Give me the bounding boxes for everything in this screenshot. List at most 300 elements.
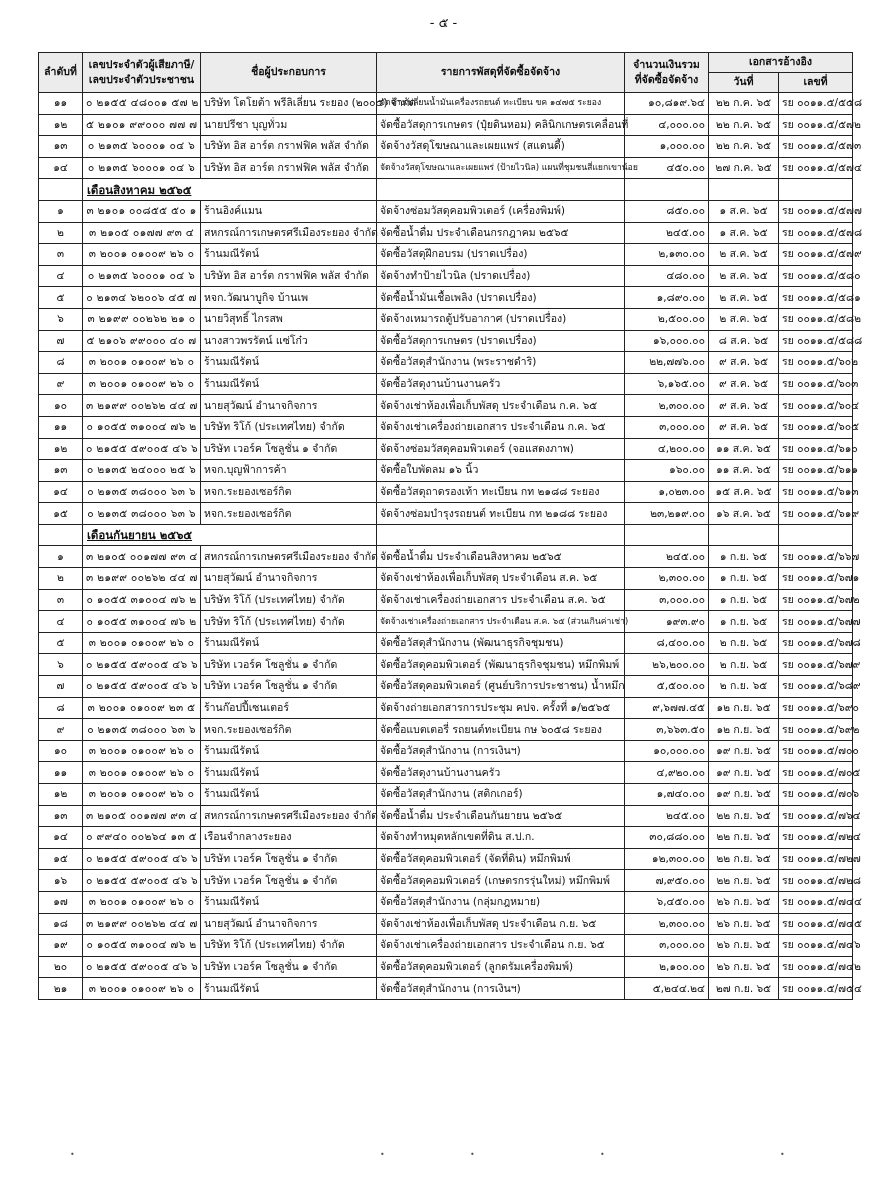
row-ref-number: รย ๐๐๑๑.๕/๖๐๕	[779, 416, 853, 438]
row-number: ๑๐	[39, 740, 83, 762]
row-amount: ๘๕๐.๐๐	[625, 200, 709, 222]
row-date: ๒ ส.ค. ๖๕	[709, 244, 779, 266]
row-number: ๖	[39, 654, 83, 676]
row-item: จัดจ้างเช่าเครื่องถ่ายเอกสาร ประจำเดือน ก.ย. ๖๕	[377, 935, 625, 957]
month-row	[39, 524, 853, 546]
row-ref-number: รย ๐๐๑๑.๕/๖๑๙	[779, 503, 853, 525]
row-vendor: บริษัท ริโก้ (ประเทศไทย) จำกัด	[201, 416, 377, 438]
row-taxid: ๓ ๒๑๐๕ ๐๑๗๗ ๙๓ ๔	[83, 222, 201, 244]
row-ref-number: รย ๐๐๑๑.๕/๖๙๒	[779, 719, 853, 741]
row-taxid: ๐ ๒๑๕๕ ๕๙๐๐๕ ๔๖ ๖	[83, 956, 201, 978]
row-item: จัดซื้อน้ำดื่ม ประจำเดือนสิงหาคม ๒๕๖๕	[377, 546, 625, 568]
table-row	[39, 676, 853, 698]
row-taxid: ๓ ๒๑๐๑ ๐๐๘๕๕ ๕๐ ๑	[83, 200, 201, 222]
row-taxid: ๓ ๒๐๐๑ ๐๑๐๐๙ ๒๖ ๐	[83, 740, 201, 762]
row-taxid: ๓ ๒๐๐๑ ๐๑๐๐๙ ๒๖ ๐	[83, 978, 201, 1000]
row-number: ๑๑	[39, 93, 83, 115]
header-date: วันที่	[709, 73, 779, 93]
row-vendor: บริษัท อิส อาร์ต กราฟฟิค พลัส จำกัด	[201, 136, 377, 158]
row-taxid: ๐ ๑๐๕๕ ๓๑๐๐๔ ๗๖ ๒	[83, 416, 201, 438]
row-date: ๒๖ ก.ย. ๖๕	[709, 913, 779, 935]
row-item: จัดจ้างเช่าเครื่องถ่ายเอกสาร ประจำเดือน ส.ค. ๖๕ (ส่วนเกินค่าเช่า)	[377, 611, 625, 633]
row-amount: ๒,๓๐๐.๐๐	[625, 913, 709, 935]
month-row-blank	[709, 179, 779, 201]
table-row	[39, 956, 853, 978]
row-item: จัดจ้างเปลี่ยนน้ำมันเครื่องรถยนต์ ทะเบียน ขค ๑๔๗๕ ระยอง	[377, 93, 625, 115]
row-number: ๑๒	[39, 114, 83, 136]
row-vendor: นายสุวัฒน์ อำนาจกิจการ	[201, 395, 377, 417]
row-item: จัดซื้อวัสดุงานบ้านงานครัว	[377, 373, 625, 395]
row-number: ๑๑	[39, 416, 83, 438]
row-date: ๑๖ ส.ค. ๖๕	[709, 503, 779, 525]
row-amount: ๓,๐๐๐.๐๐	[625, 935, 709, 957]
row-number: ๑	[39, 546, 83, 568]
row-number: ๑๔	[39, 481, 83, 503]
row-amount: ๑๖,๐๐๐.๐๐	[625, 330, 709, 352]
row-item: จัดจ้างซ่อมวัสดุคอมพิวเตอร์ (จอแสดงภาพ)	[377, 438, 625, 460]
row-amount: ๔๘๐.๐๐	[625, 265, 709, 287]
row-date: ๑๙ ก.ย. ๖๕	[709, 784, 779, 806]
row-item: จัดซื้อวัสดุงานบ้านงานครัว	[377, 762, 625, 784]
row-vendor: ร้านมณีรัตน์	[201, 352, 377, 374]
table-row	[39, 200, 853, 222]
month-label: เดือนกันยายน ๒๕๖๕	[83, 524, 377, 546]
row-number: ๘	[39, 352, 83, 374]
table-row	[39, 978, 853, 1000]
row-item: จัดซื้อแบตเตอรี่ รถยนต์ทะเบียน กษ ๖๐๕๘ ระยอง	[377, 719, 625, 741]
row-number: ๑๒	[39, 784, 83, 806]
row-ref-number: รย ๐๐๑๑.๕/๖๐๓	[779, 373, 853, 395]
header-amount-line2: ที่จัดซื้อจัดจ้าง	[634, 73, 699, 86]
table-row	[39, 935, 853, 957]
table-row	[39, 546, 853, 568]
row-item: จัดซื้อวัสดุสำนักงาน (พระราชดำริ)	[377, 352, 625, 374]
row-amount: ๔,๒๐๐.๐๐	[625, 438, 709, 460]
table-row	[39, 438, 853, 460]
row-date: ๒๖ ก.ย. ๖๕	[709, 891, 779, 913]
row-amount: ๒๒,๗๗๖.๐๐	[625, 352, 709, 374]
row-vendor: สหกรณ์การเกษตรศรีเมืองระยอง จำกัด	[201, 546, 377, 568]
row-taxid: ๐ ๒๑๓๕ ๒๔๐๐๐ ๒๕ ๖	[83, 460, 201, 482]
table-row	[39, 373, 853, 395]
row-date: ๒ ก.ย. ๖๕	[709, 632, 779, 654]
row-number: ๙	[39, 719, 83, 741]
row-vendor: ร้านอิงค์แมน	[201, 200, 377, 222]
row-taxid: ๓ ๒๐๐๑ ๐๑๐๐๙ ๒๖ ๐	[83, 632, 201, 654]
row-number: ๑๖	[39, 870, 83, 892]
row-vendor: นางสาวพรรัตน์ แซ่โก๋ว	[201, 330, 377, 352]
row-vendor: บริษัท เวอร์ค โซลูชั่น ๑ จำกัด	[201, 676, 377, 698]
table-row	[39, 632, 853, 654]
month-row-blank	[39, 179, 83, 201]
row-ref-number: รย ๐๐๑๑.๕/๖๗๒	[779, 589, 853, 611]
table-row	[39, 222, 853, 244]
row-amount: ๗,๙๕๐.๐๐	[625, 870, 709, 892]
row-item: จัดซื้อวัสดุสำนักงาน (การเงินฯ)	[377, 740, 625, 762]
header-ref-group: เอกสารอ้างอิง	[709, 53, 853, 73]
row-date: ๒๒ ก.ย. ๖๕	[709, 848, 779, 870]
row-taxid: ๕ ๒๑๐๖ ๙๙๐๐๐ ๔๐ ๗	[83, 330, 201, 352]
row-ref-number: รย ๐๐๑๑.๕/๗๒๗	[779, 848, 853, 870]
row-date: ๒๗ ก.ย. ๖๕	[709, 978, 779, 1000]
row-taxid: ๓ ๒๑๐๕ ๐๐๑๗๗ ๙๓ ๔	[83, 805, 201, 827]
table-body	[39, 93, 863, 1000]
row-vendor: บริษัท โตโยต้า พรีลิเลี่ยน ระยอง (๒๐๐๕) จำกัด	[201, 93, 377, 115]
row-item: จัดซื้อวัสดุสำนักงาน (การเงินฯ)	[377, 978, 625, 1000]
row-date: ๒ ส.ค. ๖๕	[709, 308, 779, 330]
row-item: จัดจ้างวัสดุโฆษณาและเผยแพร่ (สแตนดี้)	[377, 136, 625, 158]
row-number: ๑๔	[39, 157, 83, 179]
row-ref-number: รย ๐๐๑๑.๕/๕๗๓	[779, 136, 853, 158]
row-ref-number: รย ๐๐๑๑.๕/๕๗๙	[779, 244, 853, 266]
row-number: ๒๐	[39, 956, 83, 978]
row-vendor: นายสุวัฒน์ อำนาจกิจการ	[201, 568, 377, 590]
row-vendor: บริษัท เวอร์ค โซลูชั่น ๑ จำกัด	[201, 956, 377, 978]
row-date: ๒๒ ก.ย. ๖๕	[709, 870, 779, 892]
row-ref-number: รย ๐๐๑๑.๕/๕๘๑	[779, 287, 853, 309]
row-item: จัดซื้อวัสดุคอมพิวเตอร์ (ลูกดรัมเครื่องพิมพ์)	[377, 956, 625, 978]
header-amount	[625, 53, 709, 93]
header-taxid	[83, 53, 201, 93]
row-taxid: ๕ ๒๑๐๑ ๙๙๐๐๐ ๗๗ ๗	[83, 114, 201, 136]
row-amount: ๒๔๕.๐๐	[625, 805, 709, 827]
row-date: ๒๒ ก.ค. ๖๕	[709, 93, 779, 115]
row-number: ๑๐	[39, 395, 83, 417]
row-ref-number: รย ๐๐๑๑.๕/๖๗๗	[779, 611, 853, 633]
row-vendor: ร้านมณีรัตน์	[201, 891, 377, 913]
row-taxid: ๓ ๒๐๐๑ ๐๑๐๐๙ ๒๓ ๕	[83, 697, 201, 719]
row-item: จัดซื้อวัสดุสำนักงาน (กลุ่มกฎหมาย)	[377, 891, 625, 913]
footer-dot: •	[780, 1150, 785, 1159]
row-ref-number: รย ๐๐๑๑.๕/๗๕๔	[779, 978, 853, 1000]
row-date: ๒ ส.ค. ๖๕	[709, 287, 779, 309]
row-ref-number: รย ๐๐๑๑.๕/๖๗๘	[779, 632, 853, 654]
row-item: จัดจ้างซ่อมบำรุงรถยนต์ ทะเบียน กท ๒๑๘๘ ระยอง	[377, 503, 625, 525]
row-taxid: ๐ ๒๑๓๕ ๓๘๐๐๐ ๖๓ ๖	[83, 503, 201, 525]
row-ref-number: รย ๐๐๑๑.๕/๖๑๐	[779, 438, 853, 460]
row-number: ๖	[39, 308, 83, 330]
row-item: จัดจ้างเช่าห้องเพื่อเก็บพัสดุ ประจำเดือน ก.ย. ๖๕	[377, 913, 625, 935]
row-taxid: ๐ ๒๑๕๕ ๕๙๐๐๕ ๔๖ ๖	[83, 848, 201, 870]
table-row	[39, 568, 853, 590]
row-date: ๒๒ ก.ค. ๖๕	[709, 114, 779, 136]
row-date: ๙ ส.ค. ๖๕	[709, 416, 779, 438]
row-date: ๒๗ ก.ค. ๖๕	[709, 157, 779, 179]
row-taxid: ๐ ๒๑๕๕ ๔๘๐๐๑ ๕๗ ๒	[83, 93, 201, 115]
row-taxid: ๐ ๒๑๓๕ ๖๐๐๐๑ ๐๔ ๖	[83, 136, 201, 158]
row-amount: ๔,๐๐๐.๐๐	[625, 114, 709, 136]
row-ref-number: รย ๐๐๑๑.๕/๗๔๔	[779, 891, 853, 913]
row-item: จัดจ้างเหมารถตู้ปรับอากาศ (ปราดเปรื่อง)	[377, 308, 625, 330]
row-date: ๘ ส.ค. ๖๕	[709, 330, 779, 352]
table-row	[39, 352, 853, 374]
row-ref-number: รย ๐๐๑๑.๕/๗๒๘	[779, 870, 853, 892]
row-number: ๑๒	[39, 438, 83, 460]
row-taxid: ๐ ๒๑๓๔ ๖๒๐๐๖ ๔๕ ๗	[83, 287, 201, 309]
row-taxid: ๓ ๒๐๐๑ ๐๑๐๐๙ ๒๖ ๐	[83, 244, 201, 266]
table-row	[39, 503, 853, 525]
row-date: ๒๒ ก.ย. ๖๕	[709, 827, 779, 849]
row-vendor: บริษัท ริโก้ (ประเทศไทย) จำกัด	[201, 611, 377, 633]
row-item: จัดซื้อวัสดุสำนักงาน (สติกเกอร์)	[377, 784, 625, 806]
row-number: ๔	[39, 265, 83, 287]
row-ref-number: รย ๐๐๑๑.๕/๕๕๘	[779, 93, 853, 115]
row-amount: ๕,๕๐๐.๐๐	[625, 676, 709, 698]
row-taxid: ๓ ๒๐๐๑ ๐๑๐๐๙ ๒๖ ๐	[83, 784, 201, 806]
row-ref-number: รย ๐๐๑๑.๕/๗๔๒	[779, 956, 853, 978]
table-row	[39, 308, 853, 330]
row-ref-number: รย ๐๐๑๑.๕/๕๗๘	[779, 222, 853, 244]
row-number: ๑๓	[39, 460, 83, 482]
row-amount: ๑,๗๔๐.๐๐	[625, 784, 709, 806]
row-taxid: ๐ ๒๑๕๕ ๕๙๐๐๕ ๔๖ ๖	[83, 438, 201, 460]
row-item: จัดซื้อน้ำดื่ม ประจำเดือนกันยายน ๒๕๖๕	[377, 805, 625, 827]
row-amount: ๒๔๕.๐๐	[625, 546, 709, 568]
row-vendor: ร้านมณีรัตน์	[201, 740, 377, 762]
row-amount: ๓,๐๐๐.๐๐	[625, 589, 709, 611]
row-amount: ๘,๔๐๐.๐๐	[625, 632, 709, 654]
procurement-table	[38, 52, 863, 1000]
row-taxid: ๐ ๒๑๓๕ ๖๐๐๐๑ ๐๔ ๖	[83, 265, 201, 287]
row-ref-number: รย ๐๐๑๑.๕/๖๗๙	[779, 654, 853, 676]
row-amount: ๑๒,๓๐๐.๐๐	[625, 848, 709, 870]
row-vendor: บริษัท เวอร์ค โซลูชั่น ๑ จำกัด	[201, 654, 377, 676]
row-number: ๑๓	[39, 805, 83, 827]
row-amount: ๓,๐๐๐.๐๐	[625, 416, 709, 438]
row-item: จัดจ้างเช่าห้องเพื่อเก็บพัสดุ ประจำเดือน ก.ค. ๖๕	[377, 395, 625, 417]
row-amount: ๕,๒๔๔.๒๔	[625, 978, 709, 1000]
row-ref-number: รย ๐๐๑๑.๕/๖๘๙	[779, 676, 853, 698]
row-ref-number: รย ๐๐๑๑.๕/๕๘๒	[779, 308, 853, 330]
table-row	[39, 330, 853, 352]
footer-dot: •	[380, 1150, 385, 1159]
row-item: จัดซื้อวัสดุคอมพิวเตอร์ (จัดที่ดิน) หมึกพิมพ์	[377, 848, 625, 870]
table-row	[39, 848, 853, 870]
table-row	[39, 719, 853, 741]
table-row	[39, 93, 853, 115]
table-row	[39, 805, 853, 827]
row-amount: ๑,๘๙๐.๐๐	[625, 287, 709, 309]
row-amount: ๑,๐๒๓.๐๐	[625, 481, 709, 503]
row-number: ๑๘	[39, 913, 83, 935]
row-number: ๑๙	[39, 935, 83, 957]
month-row	[39, 179, 853, 201]
row-vendor: สหกรณ์การเกษตรศรีเมืองระยอง จำกัด	[201, 222, 377, 244]
row-taxid: ๐ ๑๐๕๕ ๓๑๐๐๔ ๗๖ ๒	[83, 589, 201, 611]
row-ref-number: รย ๐๐๑๑.๕/๗๔๕	[779, 913, 853, 935]
row-ref-number: รย ๐๐๑๑.๕/๗๒๔	[779, 827, 853, 849]
row-taxid: ๓ ๒๑๙๙ ๐๐๒๖๒ ๒๑ ๐	[83, 308, 201, 330]
row-amount: ๒,๑๐๐.๐๐	[625, 956, 709, 978]
row-amount: ๙,๖๗๗.๔๕	[625, 697, 709, 719]
header-taxid-line1: เลขประจำตัวผู้เสียภาษี/	[88, 58, 195, 71]
row-number: ๔	[39, 611, 83, 633]
row-vendor: สหกรณ์การเกษตรศรีเมืองระยอง จำกัด	[201, 805, 377, 827]
header-refno: เลขที่	[779, 73, 853, 93]
table-row	[39, 697, 853, 719]
row-date: ๑๙ ก.ย. ๖๕	[709, 762, 779, 784]
row-date: ๙ ส.ค. ๖๕	[709, 395, 779, 417]
row-item: จัดซื้อใบพัดลม ๑๖ นิ้ว	[377, 460, 625, 482]
row-item: จัดซื้อน้ำดื่ม ประจำเดือนกรกฎาคม ๒๕๖๕	[377, 222, 625, 244]
row-ref-number: รย ๐๐๑๑.๕/๖๑๓	[779, 481, 853, 503]
row-date: ๑ ก.ย. ๖๕	[709, 611, 779, 633]
row-amount: ๒๔๕.๐๐	[625, 222, 709, 244]
row-taxid: ๓ ๒๐๐๑ ๐๑๐๐๙ ๒๖ ๐	[83, 891, 201, 913]
row-vendor: นายสุวัฒน์ อำนาจกิจการ	[201, 913, 377, 935]
row-taxid: ๐ ๒๑๕๕ ๕๙๐๐๕ ๔๖ ๖	[83, 870, 201, 892]
row-item: จัดจ้างเช่าห้องเพื่อเก็บพัสดุ ประจำเดือน ส.ค. ๖๕	[377, 568, 625, 590]
page-number: - ๕ -	[429, 16, 458, 31]
row-date: ๙ ส.ค. ๖๕	[709, 373, 779, 395]
footer-marks	[0, 1150, 887, 1170]
row-date: ๑ ก.ย. ๖๕	[709, 546, 779, 568]
row-amount: ๑๙๓.๙๐	[625, 611, 709, 633]
row-vendor: บริษัท อิส อาร์ต กราฟฟิค พลัส จำกัด	[201, 265, 377, 287]
row-number: ๑๕	[39, 848, 83, 870]
row-item: จัดจ้างทำป้ายไวนิล (ปราดเปรื่อง)	[377, 265, 625, 287]
table-row	[39, 265, 853, 287]
row-item: จัดจ้างทำหมุดหลักเขตที่ดิน ส.ป.ก.	[377, 827, 625, 849]
row-date: ๑ ก.ย. ๖๕	[709, 589, 779, 611]
row-taxid: ๐ ๒๑๕๕ ๕๙๐๐๕ ๔๖ ๖	[83, 676, 201, 698]
row-vendor: ร้านมณีรัตน์	[201, 373, 377, 395]
row-amount: ๒,๓๐๐.๐๐	[625, 395, 709, 417]
row-date: ๒๖ ก.ย. ๖๕	[709, 935, 779, 957]
row-number: ๑๑	[39, 762, 83, 784]
row-vendor: หจก.ระยองเซอร์กิต	[201, 503, 377, 525]
row-vendor: บริษัท เวอร์ค โซลูชั่น ๑ จำกัด	[201, 438, 377, 460]
row-vendor: บริษัท อิส อาร์ต กราฟฟิค พลัส จำกัด	[201, 157, 377, 179]
row-vendor: บริษัท เวอร์ค โซลูชั่น ๑ จำกัด	[201, 848, 377, 870]
row-ref-number: รย ๐๐๑๑.๕/๕๘๐	[779, 265, 853, 287]
row-ref-number: รย ๐๐๑๑.๕/๕๘๘	[779, 330, 853, 352]
row-amount: ๓๐,๘๘๐.๐๐	[625, 827, 709, 849]
month-row-blank	[779, 179, 853, 201]
row-item: จัดซื้อวัสดุคอมพิวเตอร์ (พัฒนาธุรกิจชุมชน) หมึกพิมพ์	[377, 654, 625, 676]
row-date: ๑ ก.ย. ๖๕	[709, 568, 779, 590]
row-vendor: ร้านมณีรัตน์	[201, 244, 377, 266]
row-amount: ๖,๔๕๐.๐๐	[625, 891, 709, 913]
row-taxid: ๐ ๒๑๓๕ ๓๘๐๐๐ ๖๓ ๖	[83, 719, 201, 741]
row-number: ๑	[39, 200, 83, 222]
row-ref-number: รย ๐๐๑๑.๕/๗๐๕	[779, 762, 853, 784]
month-row-blank	[625, 179, 709, 201]
row-item: จัดจ้างซ่อมวัสดุคอมพิวเตอร์ (เครื่องพิมพ์)	[377, 200, 625, 222]
row-vendor: เรือนจำกลางระยอง	[201, 827, 377, 849]
row-amount: ๔,๙๒๐.๐๐	[625, 762, 709, 784]
row-date: ๙ ส.ค. ๖๕	[709, 352, 779, 374]
row-number: ๑๕	[39, 503, 83, 525]
row-ref-number: รย ๐๐๑๑.๕/๗๐๐	[779, 740, 853, 762]
table-row	[39, 913, 853, 935]
header-no: ลำดับที่	[39, 53, 83, 93]
table-row	[39, 136, 853, 158]
row-item: จัดซื้อวัสดุการเกษตร (ปุ๋ยดินหอม) คลินิกเกษตรเคลื่อนที่	[377, 114, 625, 136]
table-row	[39, 481, 853, 503]
row-item: จัดจ้างถ่ายเอกสารการประชุม คปจ. ครั้งที่ ๑/๒๕๖๕	[377, 697, 625, 719]
row-taxid: ๓ ๒๐๐๑ ๐๑๐๐๙ ๒๖ ๐	[83, 352, 201, 374]
row-number: ๗	[39, 330, 83, 352]
row-taxid: ๓ ๒๑๙๙ ๐๐๒๖๒ ๔๔ ๗	[83, 568, 201, 590]
row-item: จัดซื้อวัสดุสำนักงาน (พัฒนาธุรกิจชุมชน)	[377, 632, 625, 654]
table-row	[39, 891, 853, 913]
row-date: ๒๒ ก.ค. ๖๕	[709, 136, 779, 158]
header-amount-line1: จำนวนเงินรวม	[633, 58, 700, 71]
row-item: จัดซื้อวัสดุฝึกอบรม (ปราดเปรื่อง)	[377, 244, 625, 266]
header-vendor: ชื่อผู้ประกอบการ	[201, 53, 377, 93]
row-date: ๒ ก.ย. ๖๕	[709, 676, 779, 698]
row-vendor: ร้านมณีรัตน์	[201, 784, 377, 806]
month-row-blank	[377, 524, 625, 546]
table-row	[39, 114, 853, 136]
row-number: ๒	[39, 568, 83, 590]
row-amount: ๔๕๐.๐๐	[625, 157, 709, 179]
row-number: ๒	[39, 222, 83, 244]
row-vendor: ร้านมณีรัตน์	[201, 978, 377, 1000]
month-row-blank	[39, 524, 83, 546]
row-taxid: ๐ ๒๑๓๕ ๓๘๐๐๐ ๖๓ ๖	[83, 481, 201, 503]
table-row	[39, 460, 853, 482]
header-taxid-line2: เลขประจำตัวประชาชน	[88, 73, 195, 86]
row-number: ๑๗	[39, 891, 83, 913]
row-number: ๕	[39, 287, 83, 309]
row-number: ๘	[39, 697, 83, 719]
row-date: ๑๒ ก.ย. ๖๕	[709, 719, 779, 741]
row-date: ๑๙ ก.ย. ๖๕	[709, 740, 779, 762]
row-ref-number: รย ๐๐๑๑.๕/๗๔๖	[779, 935, 853, 957]
row-amount: ๖,๑๖๕.๐๐	[625, 373, 709, 395]
row-ref-number: รย ๐๐๑๑.๕/๖๗๑	[779, 568, 853, 590]
row-taxid: ๐ ๑๐๕๕ ๓๑๐๐๔ ๗๖ ๒	[83, 935, 201, 957]
table-row	[39, 589, 853, 611]
row-amount: ๒๖,๒๐๐.๐๐	[625, 654, 709, 676]
table-row	[39, 654, 853, 676]
table-row	[39, 244, 853, 266]
row-date: ๑๒ ก.ย. ๖๕	[709, 697, 779, 719]
row-item: จัดซื้อวัสดุถาดรองเท้า ทะเบียน กท ๒๑๘๘ ระยอง	[377, 481, 625, 503]
footer-dot: •	[470, 1150, 475, 1159]
row-amount: ๓,๖๖๓.๕๐	[625, 719, 709, 741]
row-number: ๗	[39, 676, 83, 698]
row-ref-number: รย ๐๐๑๑.๕/๖๙๐	[779, 697, 853, 719]
footer-dot: •	[600, 1150, 605, 1159]
row-taxid: ๓ ๒๐๐๑ ๐๑๐๐๙ ๒๖ ๐	[83, 373, 201, 395]
row-number: ๑๔	[39, 827, 83, 849]
month-row-blank	[779, 524, 853, 546]
row-date: ๑๑ ส.ค. ๖๕	[709, 460, 779, 482]
row-vendor: นายวิสุทธิ์ ไกรสพ	[201, 308, 377, 330]
row-number: ๓	[39, 589, 83, 611]
row-amount: ๑๐,๘๑๙.๖๔	[625, 93, 709, 115]
table-row	[39, 611, 853, 633]
row-vendor: หจก.ระยองเซอร์กิต	[201, 719, 377, 741]
row-taxid: ๐ ๒๑๕๕ ๕๙๐๐๕ ๔๖ ๖	[83, 654, 201, 676]
row-ref-number: รย ๐๐๑๑.๕/๖๐๒	[779, 352, 853, 374]
row-vendor: หจก.วัฒนาบูกิจ บ้านเพ	[201, 287, 377, 309]
row-item: จัดซื้อวัสดุคอมพิวเตอร์ (ศูนย์บริการประชาชน) น้ำหมึก	[377, 676, 625, 698]
row-vendor: บริษัท ริโก้ (ประเทศไทย) จำกัด	[201, 589, 377, 611]
row-ref-number: รย ๐๐๑๑.๕/๖๖๗	[779, 546, 853, 568]
row-item: จัดซื้อน้ำมันเชื้อเพลิง (ปราดเปรื่อง)	[377, 287, 625, 309]
month-row-blank	[625, 524, 709, 546]
month-row-blank	[709, 524, 779, 546]
row-date: ๑๕ ส.ค. ๖๕	[709, 481, 779, 503]
table-row	[39, 762, 853, 784]
table-row	[39, 870, 853, 892]
month-row-blank	[377, 179, 625, 201]
row-item: จัดซื้อวัสดุการเกษตร (ปราดเปรื่อง)	[377, 330, 625, 352]
